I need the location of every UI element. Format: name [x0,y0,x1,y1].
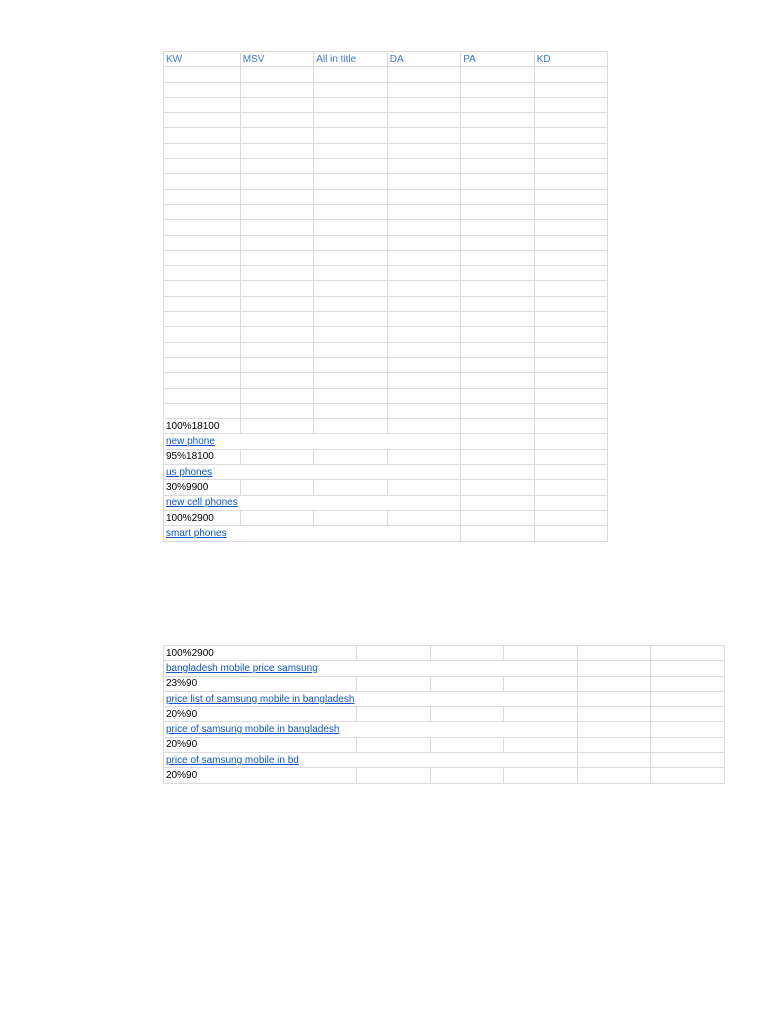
table-cell[interactable] [534,510,608,525]
table-cell[interactable] [240,113,314,128]
table-cell[interactable] [461,235,535,250]
table-cell[interactable] [164,220,241,235]
table-cell[interactable] [314,235,388,250]
keyword-link[interactable]: new cell phones [164,495,241,510]
table-cell[interactable] [387,403,461,418]
table-cell[interactable] [314,388,388,403]
table-cell[interactable] [164,327,241,342]
keyword-table-bottom-body [164,646,725,784]
table-cell[interactable] [240,250,314,265]
table-cell[interactable] [387,296,461,311]
table-cell[interactable] [314,526,388,541]
table-cell[interactable] [430,691,504,706]
table-cell[interactable] [504,722,578,737]
table-cell[interactable] [387,250,461,265]
keyword-table-top-body [164,52,608,542]
table-cell[interactable] [387,388,461,403]
table-row [164,646,725,661]
table-cell[interactable] [314,342,388,357]
table-cell[interactable] [651,691,725,706]
table-row [164,676,725,691]
table-cell[interactable] [240,388,314,403]
table-cell[interactable] [577,768,651,783]
table-cell[interactable] [240,373,314,388]
table-cell[interactable] [430,661,504,676]
table-cell[interactable] [387,526,461,541]
table-cell[interactable] [534,449,608,464]
table-cell[interactable] [314,403,388,418]
table-cell[interactable] [164,250,241,265]
table-row [164,768,725,783]
header-all-in-title: All in title [314,52,388,67]
table-cell[interactable] [164,97,241,112]
table-cell[interactable] [387,327,461,342]
empty-row [164,189,608,204]
table-cell[interactable] [240,449,314,464]
table-cell[interactable] [314,281,388,296]
table-cell[interactable] [430,753,504,768]
table-cell[interactable] [314,510,388,525]
table-cell[interactable] [240,312,314,327]
table-cell[interactable] [461,357,535,372]
table-cell[interactable] [504,753,578,768]
table-cell[interactable] [387,465,461,480]
table-cell[interactable] [164,113,241,128]
table-cell[interactable] [164,128,241,143]
table-cell[interactable] [164,143,241,158]
table-cell[interactable] [314,312,388,327]
table-row [164,465,608,480]
table-cell[interactable] [164,235,241,250]
table-cell[interactable] [240,510,314,525]
empty-row [164,342,608,357]
table-cell[interactable] [461,113,535,128]
header-msv: MSV [240,52,314,67]
empty-row [164,235,608,250]
table-cell[interactable] [387,82,461,97]
table-cell[interactable] [164,189,241,204]
keyword-metric-cell: 20%90 [164,768,357,783]
table-cell[interactable] [461,419,535,434]
keyword-metric-cell: 20%90 [164,737,357,752]
table-cell[interactable] [534,388,608,403]
table-cell[interactable] [504,661,578,676]
table-cell[interactable] [577,722,651,737]
table-cell[interactable] [387,174,461,189]
keyword-metric-cell: 100%2900 [164,510,241,525]
table-cell[interactable] [430,676,504,691]
header-row [164,52,608,67]
table-cell[interactable] [461,266,535,281]
empty-row [164,128,608,143]
empty-row [164,113,608,128]
table-cell[interactable] [164,266,241,281]
table-cell[interactable] [534,250,608,265]
table-cell[interactable] [461,342,535,357]
table-cell[interactable] [314,97,388,112]
table-cell[interactable] [430,737,504,752]
table-cell[interactable] [504,691,578,706]
table-cell[interactable] [461,510,535,525]
table-cell[interactable] [240,174,314,189]
keyword-link[interactable]: new phone [164,434,241,449]
table-cell[interactable] [534,235,608,250]
table-cell[interactable] [240,342,314,357]
table-cell[interactable] [534,434,608,449]
table-cell[interactable] [534,419,608,434]
table-cell[interactable] [164,67,241,82]
table-cell[interactable] [577,661,651,676]
table-cell[interactable] [651,676,725,691]
table-cell[interactable] [164,403,241,418]
table-cell[interactable] [164,82,241,97]
table-cell[interactable] [314,159,388,174]
table-cell[interactable] [240,327,314,342]
table-cell[interactable] [534,342,608,357]
table-cell[interactable] [240,82,314,97]
keyword-table-top [163,51,608,542]
table-row [164,495,608,510]
keyword-link[interactable]: price of samsung mobile in bd [164,753,357,768]
table-cell[interactable] [430,646,504,661]
table-cell[interactable] [314,327,388,342]
table-cell[interactable] [164,159,241,174]
table-cell[interactable] [534,281,608,296]
header-da: DA [387,52,461,67]
table-cell[interactable] [240,419,314,434]
table-cell[interactable] [461,327,535,342]
table-cell[interactable] [651,768,725,783]
table-cell[interactable] [240,526,314,541]
table-cell[interactable] [314,357,388,372]
empty-row [164,312,608,327]
table-cell[interactable] [534,143,608,158]
table-cell[interactable] [387,281,461,296]
table-cell[interactable] [240,189,314,204]
table-cell[interactable] [387,480,461,495]
empty-row [164,357,608,372]
table-cell[interactable] [240,357,314,372]
table-cell[interactable] [387,67,461,82]
table-cell[interactable] [504,737,578,752]
table-cell[interactable] [314,266,388,281]
table-cell[interactable] [387,419,461,434]
table-cell[interactable] [164,281,241,296]
empty-row [164,204,608,219]
table-row [164,480,608,495]
table-row [164,449,608,464]
table-cell[interactable] [577,753,651,768]
table-cell[interactable] [577,737,651,752]
table-cell[interactable] [534,97,608,112]
table-cell[interactable] [240,495,314,510]
table-cell[interactable] [387,189,461,204]
table-row [164,661,725,676]
table-cell[interactable] [314,373,388,388]
table-cell[interactable] [461,82,535,97]
table-cell[interactable] [461,449,535,464]
table-cell[interactable] [461,220,535,235]
table-cell[interactable] [314,296,388,311]
table-cell[interactable] [314,465,388,480]
table-cell[interactable] [240,143,314,158]
table-cell[interactable] [314,495,388,510]
table-cell[interactable] [461,189,535,204]
table-cell[interactable] [387,312,461,327]
empty-row [164,82,608,97]
table-cell[interactable] [314,143,388,158]
table-cell[interactable] [534,495,608,510]
table-cell[interactable] [164,296,241,311]
table-cell[interactable] [461,97,535,112]
table-cell[interactable] [357,722,431,737]
table-row [164,691,725,706]
table-cell[interactable] [357,737,431,752]
table-cell[interactable] [387,97,461,112]
table-cell[interactable] [164,373,241,388]
keyword-metric-cell: 20%90 [164,707,357,722]
empty-row [164,220,608,235]
table-cell[interactable] [387,510,461,525]
table-cell[interactable] [534,480,608,495]
keyword-metric-cell: 23%90 [164,676,357,691]
table-cell[interactable] [387,357,461,372]
table-cell[interactable] [314,128,388,143]
table-cell[interactable] [504,676,578,691]
table-cell[interactable] [357,707,431,722]
empty-row [164,388,608,403]
table-cell[interactable] [357,661,431,676]
table-cell[interactable] [387,159,461,174]
header-kd: KD [534,52,608,67]
empty-row [164,250,608,265]
keyword-link[interactable]: price of samsung mobile in bangladesh [164,722,357,737]
table-cell[interactable] [651,646,725,661]
table-cell[interactable] [577,707,651,722]
table-cell[interactable] [314,434,388,449]
table-cell[interactable] [461,296,535,311]
table-cell[interactable] [534,67,608,82]
table-cell[interactable] [314,189,388,204]
keyword-link[interactable]: price list of samsung mobile in bangladesh [164,691,357,706]
table-cell[interactable] [577,691,651,706]
table-cell[interactable] [387,449,461,464]
table-cell[interactable] [534,296,608,311]
empty-row [164,327,608,342]
table-cell[interactable] [534,403,608,418]
table-cell[interactable] [651,661,725,676]
keyword-metric-cell: 100%18100 [164,419,241,434]
table-cell[interactable] [534,113,608,128]
table-cell[interactable] [164,342,241,357]
table-cell[interactable] [357,753,431,768]
table-cell[interactable] [357,691,431,706]
header-kw: KW [164,52,241,67]
keyword-metric-cell: 30%9900 [164,480,241,495]
table-cell[interactable] [461,143,535,158]
table-cell[interactable] [461,388,535,403]
table-cell[interactable] [461,174,535,189]
table-cell[interactable] [534,82,608,97]
table-cell[interactable] [240,434,314,449]
table-cell[interactable] [461,495,535,510]
table-cell[interactable] [461,67,535,82]
empty-row [164,143,608,158]
table-cell[interactable] [240,235,314,250]
table-cell[interactable] [534,357,608,372]
table-cell[interactable] [387,495,461,510]
table-cell[interactable] [314,113,388,128]
table-cell[interactable] [387,434,461,449]
table-cell[interactable] [314,419,388,434]
table-row [164,737,725,752]
table-cell[interactable] [164,174,241,189]
table-cell[interactable] [461,312,535,327]
table-row [164,722,725,737]
table-cell[interactable] [240,403,314,418]
empty-row [164,373,608,388]
keyword-metric-cell: 95%18100 [164,449,241,464]
header-pa: PA [461,52,535,67]
table-cell[interactable] [461,434,535,449]
table-cell[interactable] [240,159,314,174]
table-cell[interactable] [461,526,535,541]
table-row [164,707,725,722]
table-cell[interactable] [314,250,388,265]
table-cell[interactable] [387,113,461,128]
table-cell[interactable] [240,465,314,480]
table-cell[interactable] [534,128,608,143]
table-cell[interactable] [651,737,725,752]
table-cell[interactable] [240,67,314,82]
keyword-table-bottom [163,645,725,784]
empty-row [164,281,608,296]
table-cell[interactable] [504,646,578,661]
table-cell[interactable] [430,722,504,737]
table-cell[interactable] [651,722,725,737]
table-cell[interactable] [357,768,431,783]
table-cell[interactable] [387,266,461,281]
table-cell[interactable] [314,204,388,219]
empty-row [164,67,608,82]
table-cell[interactable] [387,220,461,235]
empty-row [164,97,608,112]
table-cell[interactable] [534,204,608,219]
table-cell[interactable] [534,159,608,174]
table-cell[interactable] [240,128,314,143]
table-cell[interactable] [387,128,461,143]
empty-row [164,403,608,418]
table-row [164,434,608,449]
keyword-link[interactable]: bangladesh mobile price samsung [164,661,357,676]
table-cell[interactable] [240,296,314,311]
table-cell[interactable] [387,235,461,250]
table-cell[interactable] [387,373,461,388]
table-cell[interactable] [504,707,578,722]
empty-row [164,159,608,174]
table-cell[interactable] [534,373,608,388]
table-cell[interactable] [357,676,431,691]
keyword-metric-cell: 100%2900 [164,646,357,661]
table-cell[interactable] [164,388,241,403]
table-cell[interactable] [461,480,535,495]
table-row [164,526,608,541]
table-cell[interactable] [534,312,608,327]
table-cell[interactable] [651,753,725,768]
table-cell[interactable] [314,82,388,97]
table-cell[interactable] [240,220,314,235]
table-cell[interactable] [314,220,388,235]
table-cell[interactable] [240,97,314,112]
table-cell[interactable] [430,768,504,783]
table-cell[interactable] [240,480,314,495]
table-cell[interactable] [164,357,241,372]
table-cell[interactable] [534,220,608,235]
table-cell[interactable] [164,312,241,327]
table-cell[interactable] [314,449,388,464]
table-cell[interactable] [534,189,608,204]
table-cell[interactable] [534,174,608,189]
table-cell[interactable] [461,281,535,296]
table-cell[interactable] [357,646,431,661]
table-cell[interactable] [430,707,504,722]
table-cell[interactable] [577,676,651,691]
table-cell[interactable] [461,159,535,174]
keyword-link[interactable]: us phones [164,465,241,480]
table-cell[interactable] [387,204,461,219]
empty-row [164,296,608,311]
table-cell[interactable] [461,373,535,388]
table-cell[interactable] [314,480,388,495]
table-cell[interactable] [240,266,314,281]
table-cell[interactable] [534,465,608,480]
table-cell[interactable] [461,128,535,143]
empty-row [164,174,608,189]
table-cell[interactable] [504,768,578,783]
empty-row [164,266,608,281]
table-cell[interactable] [240,204,314,219]
table-row [164,510,608,525]
table-cell[interactable] [164,204,241,219]
keyword-link[interactable]: smart phones [164,526,241,541]
table-cell[interactable] [534,526,608,541]
table-cell[interactable] [314,67,388,82]
table-row [164,419,608,434]
table-cell[interactable] [461,403,535,418]
table-cell[interactable] [461,465,535,480]
table-cell[interactable] [240,281,314,296]
table-cell[interactable] [534,327,608,342]
table-cell[interactable] [387,342,461,357]
table-row [164,753,725,768]
table-cell[interactable] [314,174,388,189]
table-cell[interactable] [534,266,608,281]
table-cell[interactable] [461,250,535,265]
table-cell[interactable] [461,204,535,219]
table-cell[interactable] [651,707,725,722]
table-cell[interactable] [577,646,651,661]
table-cell[interactable] [387,143,461,158]
